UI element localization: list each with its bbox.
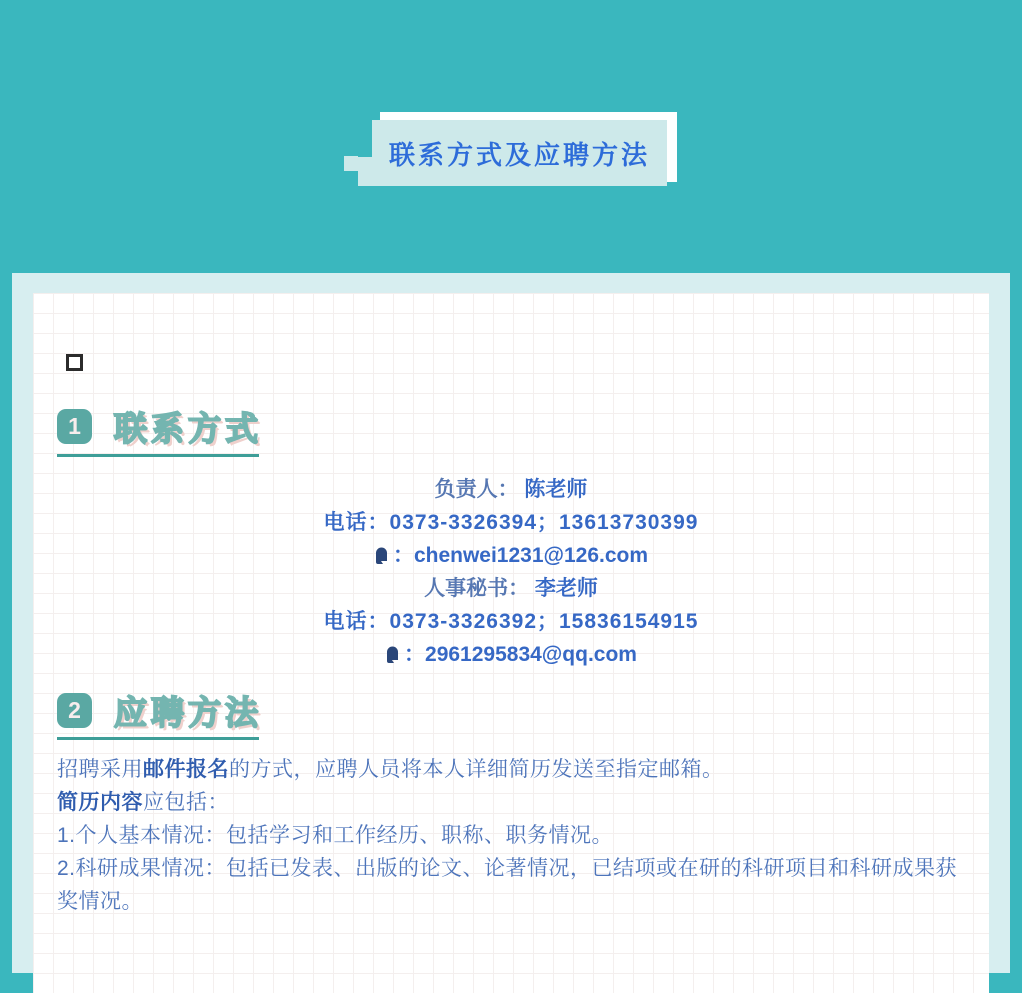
- contact-value: 李老师: [534, 577, 598, 600]
- section-2-number-badge: 2: [57, 693, 92, 728]
- mailbox-icon: [385, 640, 400, 657]
- section-2-header: [57, 687, 262, 734]
- method-paragraph-2: [57, 786, 969, 819]
- text-segment: 应包括：: [143, 791, 229, 814]
- page-title: 联系方式及应聘方法: [388, 139, 650, 170]
- contact-email-value: 2961295834@qq.com: [425, 643, 637, 666]
- contact-line-secretary: [33, 572, 989, 605]
- contact-line-email: [33, 638, 989, 671]
- application-method-text: [57, 753, 969, 918]
- contact-info-block: [33, 473, 989, 671]
- text-segment-bold: 邮件报名: [143, 758, 229, 781]
- text-segment: 招聘采用: [57, 758, 143, 781]
- content-card: [12, 273, 1010, 973]
- contact-label: ：: [404, 643, 426, 666]
- method-list-item-2: 2.科研成果情况：包括已发表、出版的论文、论著情况，已结项或在研的科研项目和科研成果获奖情况。: [57, 857, 958, 913]
- section-1-title: 联系方式: [114, 410, 262, 447]
- contact-line-manager: [33, 473, 989, 506]
- method-list-item-1: 1.个人基本情况：包括学习和工作经历、职称、职务情况。: [57, 824, 614, 847]
- contact-label: 人事秘书：: [424, 577, 530, 600]
- contact-email-value: chenwei1231@126.com: [413, 544, 649, 567]
- method-paragraph-1: [57, 753, 969, 786]
- contact-line-phone: [33, 506, 989, 539]
- mailbox-icon: [374, 541, 389, 558]
- contact-value: 0373-3326394；13613730399: [389, 511, 699, 534]
- section-2-title: 应聘方法: [114, 694, 262, 731]
- contact-label: ：: [392, 544, 414, 567]
- section-2-underline: [57, 737, 259, 740]
- contact-line-phone: [33, 605, 989, 638]
- grid-paper-panel: [33, 293, 989, 993]
- contact-value: 0373-3326392；15836154915: [389, 610, 699, 633]
- title-banner: [344, 108, 684, 198]
- square-bullet-icon: [66, 354, 83, 371]
- contact-label: 电话：: [323, 511, 390, 534]
- contact-label: 负责人：: [434, 478, 519, 501]
- text-segment-bold: 简历内容: [57, 791, 143, 814]
- banner-square-decoration: [344, 156, 358, 171]
- text-segment: 的方式，应聘人员将本人详细简历发送至指定邮箱。: [229, 758, 724, 781]
- section-1-header: [57, 403, 262, 450]
- banner-panel: [372, 120, 667, 186]
- contact-label: 电话：: [323, 610, 390, 633]
- contact-line-email: [33, 539, 989, 572]
- section-1-number-badge: 1: [57, 409, 92, 444]
- section-1-underline: [57, 454, 259, 457]
- contact-value: 陈老师: [524, 478, 588, 501]
